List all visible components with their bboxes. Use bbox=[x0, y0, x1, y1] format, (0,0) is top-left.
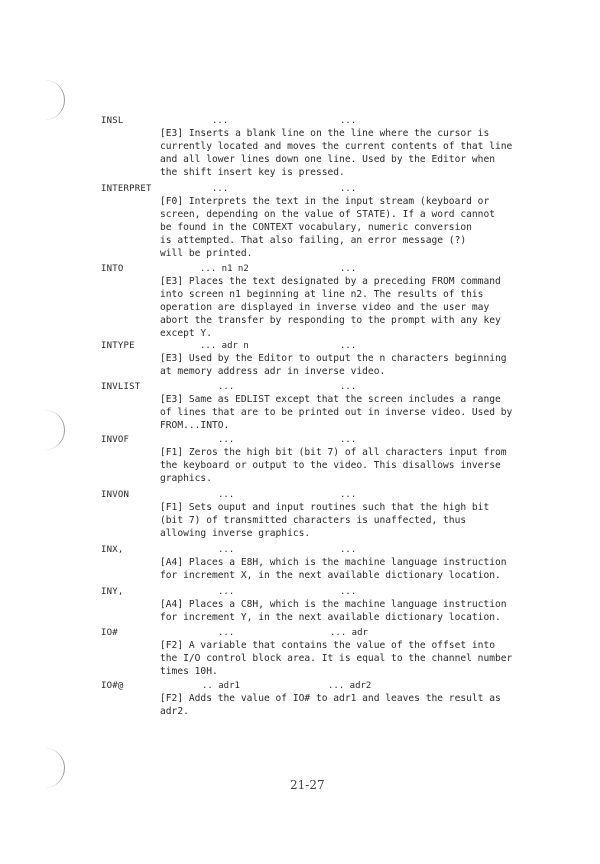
entry-word: INSL bbox=[101, 116, 124, 126]
description-line: FROM...INTO. bbox=[160, 420, 230, 431]
punch-hole-mark-bottom bbox=[34, 748, 65, 788]
description-line: be found in the CONTEXT vocabulary, numeric conversion bbox=[160, 222, 472, 233]
entry-description bbox=[160, 598, 507, 624]
description-line: [E3] Same as EDLIST except that the screen includes a range bbox=[160, 394, 501, 405]
stack-after: ... bbox=[340, 184, 357, 194]
stack-before: ... adr n bbox=[200, 341, 249, 351]
description-line: for increment Y, in the next available dictionary location. bbox=[160, 612, 501, 623]
description-line: [F2] Adds the value of IO# to adr1 and leaves the result as bbox=[160, 693, 501, 704]
entry-description bbox=[160, 393, 512, 432]
description-line: [E3] Used by the Editor to output the n characters beginning bbox=[160, 353, 507, 364]
description-line: the shift insert key is pressed. bbox=[160, 167, 345, 178]
description-line: the keyboard or output to the video. This disallows inverse bbox=[160, 460, 501, 471]
description-line: and all lower lines down one line. Used by the Editor when bbox=[160, 154, 496, 165]
stack-before: ... bbox=[212, 116, 229, 126]
entry-description bbox=[160, 446, 507, 485]
stack-before: ... bbox=[218, 490, 235, 500]
stack-after: ... adr bbox=[330, 628, 368, 638]
punch-hole-mark-middle bbox=[34, 410, 65, 450]
description-line: [A4] Places a C8H, which is the machine language instruction bbox=[160, 599, 507, 610]
stack-before: ... bbox=[218, 587, 235, 597]
stack-before: ... bbox=[218, 545, 235, 555]
stack-after: ... bbox=[340, 116, 357, 126]
description-line: graphics. bbox=[160, 473, 212, 484]
description-line: [E3] Inserts a blank line on the line where the cursor is bbox=[160, 128, 490, 139]
entry-word: IO#@ bbox=[101, 681, 124, 691]
stack-after: ... bbox=[340, 545, 357, 555]
stack-after: ... adr2 bbox=[328, 681, 372, 691]
entry-description bbox=[160, 501, 489, 540]
description-line: except Y. bbox=[160, 328, 212, 339]
description-line: currently located and moves the current contents of that line bbox=[160, 141, 513, 152]
stack-after: ... bbox=[340, 435, 357, 445]
description-line: [A4] Places a E8H, which is the machine language instruction bbox=[160, 557, 507, 568]
description-line: (bit 7) of transmitted characters is unaffected, thus bbox=[160, 515, 467, 526]
stack-after: ... bbox=[340, 341, 357, 351]
description-line: into screen n1 beginning at line n2. The results of this bbox=[160, 289, 484, 300]
entry-description bbox=[160, 275, 501, 340]
stack-before: ... bbox=[212, 184, 229, 194]
entry-description bbox=[160, 195, 495, 260]
stack-after: ... bbox=[340, 264, 357, 274]
stack-before: ... bbox=[218, 435, 235, 445]
description-line: [F2] A variable that contains the value of the offset into bbox=[160, 640, 496, 651]
entry-description bbox=[160, 639, 512, 678]
entry-description bbox=[160, 127, 512, 179]
stack-after: ... bbox=[340, 587, 357, 597]
entry-word: INVON bbox=[101, 490, 130, 500]
stack-before: .. adr1 bbox=[202, 681, 240, 691]
description-line: will be printed. bbox=[160, 248, 253, 259]
description-line: abort the transfer by responding to the prompt with any key bbox=[160, 315, 501, 326]
description-line: operation are displayed in inverse video and the user may bbox=[160, 302, 490, 313]
punch-hole-mark-top bbox=[34, 80, 65, 120]
entry-word: INTYPE bbox=[101, 341, 135, 351]
description-line: times 10H. bbox=[160, 666, 218, 677]
stack-before: ... n1 n2 bbox=[200, 264, 249, 274]
entry-word: INTO bbox=[101, 264, 124, 274]
description-line: is attempted. That also failing, an error message (?) bbox=[160, 235, 467, 246]
description-line: the I/O control block area. It is equal to the channel number bbox=[160, 653, 513, 664]
description-line: adr2. bbox=[160, 706, 189, 717]
stack-before: ... bbox=[218, 628, 235, 638]
description-line: for increment X, in the next available dictionary location. bbox=[160, 570, 501, 581]
stack-after: ... bbox=[340, 490, 357, 500]
entry-word: INVLIST bbox=[101, 382, 141, 392]
description-line: allowing inverse graphics. bbox=[160, 528, 311, 539]
entry-description bbox=[160, 352, 507, 378]
description-line: of lines that are to be printed out in inverse video. Used by bbox=[160, 407, 513, 418]
entry-description bbox=[160, 556, 507, 582]
stack-after: ... bbox=[340, 382, 357, 392]
entry-description bbox=[160, 692, 501, 718]
entry-word: IO# bbox=[101, 628, 118, 638]
description-line: [F1] Zeros the high bit (bit 7) of all characters input from bbox=[160, 447, 507, 458]
entry-word: INTERPRET bbox=[101, 184, 152, 194]
description-line: at memory address adr in inverse video. bbox=[160, 366, 386, 377]
description-line: [F1] Sets ouput and input routines such that the high bit bbox=[160, 502, 490, 513]
page-number: 21-27 bbox=[290, 778, 325, 792]
stack-before: ... bbox=[218, 382, 235, 392]
description-line: [E3] Places the text designated by a preceding FROM command bbox=[160, 276, 501, 287]
entry-word: INX, bbox=[101, 545, 124, 555]
entry-word: INVOF bbox=[101, 435, 130, 445]
description-line: [F0] Interprets the text in the input stream (keyboard or bbox=[160, 196, 490, 207]
entry-word: INY, bbox=[101, 587, 124, 597]
description-line: screen, depending on the value of STATE). If a word cannot bbox=[160, 209, 496, 220]
